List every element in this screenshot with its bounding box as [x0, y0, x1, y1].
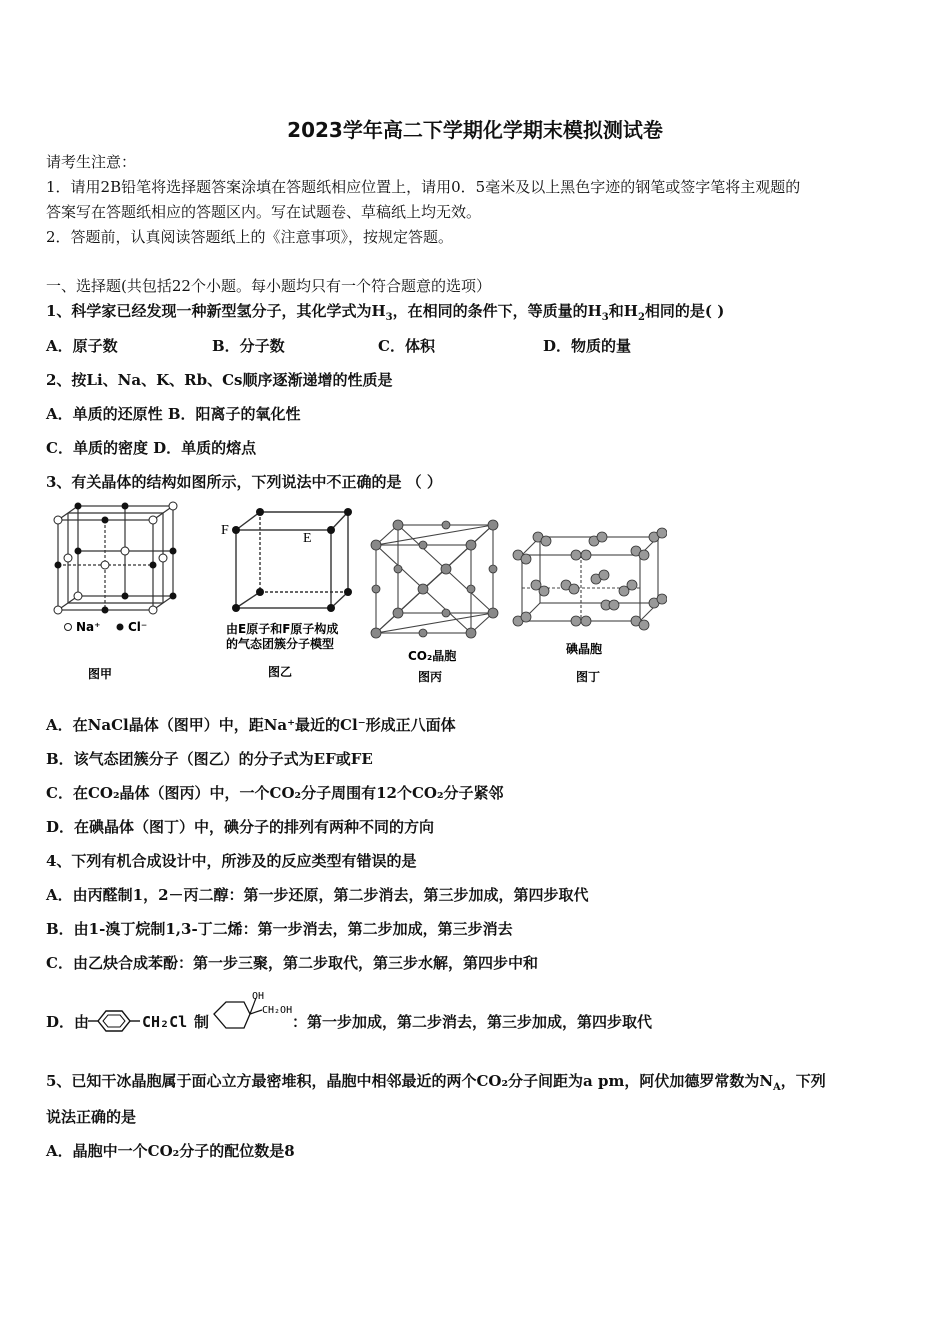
q5-stem-b: ，下列	[780, 1072, 826, 1090]
q2-options-row2[interactable]: C．单质的密度 D．单质的熔点	[46, 439, 257, 457]
q3-option-b[interactable]: B．该气态团簇分子（图乙）的分子式为EF或FE	[46, 750, 373, 768]
q3-stem: 3、有关晶体的结构如图所示，下列说法中不正确的是 （ ）	[46, 473, 442, 491]
figure-nacl-crystal	[48, 500, 188, 685]
legend-na: Na⁺	[76, 620, 101, 634]
q2-stem: 2、按Li、Na、K、Rb、Cs顺序逐渐递增的性质是	[46, 371, 393, 389]
q4-d-mid: 制	[194, 1013, 210, 1031]
benzene-ring-icon	[88, 1006, 140, 1036]
q1-stem-d: 相同的是( )	[644, 302, 725, 320]
q1-stem	[46, 301, 724, 328]
q1-option-a[interactable]: A．原子数	[46, 337, 118, 355]
page-title: 2023学年高二下学期化学期末模拟测试卷	[287, 118, 663, 142]
q1-sub: 3	[601, 312, 609, 323]
q2-options-row1[interactable]: A．单质的还原性 B．阳离子的氧化性	[46, 405, 301, 423]
q5-stem-line1	[46, 1071, 826, 1098]
q1-option-c[interactable]: C．体积	[378, 337, 435, 355]
q3-option-c[interactable]: C．在CO₂晶体（图丙）中，一个CO₂分子周围有12个CO₂分子紧邻	[46, 784, 504, 802]
q1-stem-c: 和H	[608, 302, 638, 320]
q1-stem-b: ，在相同的条件下，等质量的H	[392, 302, 602, 320]
q3-option-a[interactable]: A．在NaCl晶体（图甲）中，距Na⁺最近的Cl⁻形成正八面体	[46, 716, 456, 734]
q4-d-group: CH₂Cl	[142, 1013, 188, 1031]
caption-co2-name: CO₂晶胞	[408, 649, 457, 663]
caption-jia: 图甲	[88, 667, 113, 681]
notice-item-1a: 1．请用2B铅笔将选择题答案涂填在答题纸相应位置上，请用0．5毫米及以上黑色字迹的钢笔或签字笔将主观题的	[46, 178, 801, 196]
label-f: F	[221, 523, 229, 538]
q4-option-c[interactable]: C．由乙炔合成苯酚：第一步三聚，第二步取代，第三步水解，第四步中和	[46, 954, 538, 972]
label-e: E	[303, 531, 312, 546]
q5-option-a[interactable]: A．晶胞中一个CO₂分子的配位数是8	[46, 1142, 295, 1160]
q4-stem: 4、下列有机合成设计中，所涉及的反应类型有错误的是	[46, 852, 417, 870]
q4-option-a[interactable]: A．由丙醛制1，2－丙二醇：第一步还原，第二步消去，第三步加成，第四步取代	[46, 886, 589, 904]
figure-co2-crystal	[366, 515, 506, 690]
q1-option-d[interactable]: D．物质的量	[543, 337, 632, 355]
ch2oh-label: CH₂OH	[262, 1005, 293, 1016]
q4-option-b[interactable]: B．由1-溴丁烷制1,3-丁二烯：第一步消去，第二步加成，第三步消去	[46, 920, 513, 938]
caption-yi: 图乙	[268, 665, 293, 679]
cyclohexane-diol-structure	[208, 988, 298, 1038]
q5-sub: A	[773, 1082, 781, 1093]
q3-option-d[interactable]: D．在碘晶体（图丁）中，碘分子的排列有两种不同的方向	[46, 818, 435, 836]
caption-iodine-name: 碘晶胞	[566, 642, 603, 656]
q5-stem-a: 5、已知干冰晶胞属于面心立方最密堆积，晶胞中相邻最近的两个CO₂分子间距为a pm，阿伏加德罗常数为N	[46, 1072, 774, 1090]
notice-item-2: 2．答题前，认真阅读答题纸上的《注意事项》，按规定答题。	[46, 228, 454, 246]
q1-sub: 2	[637, 312, 645, 323]
q4-option-d-prefix[interactable]: D．由	[46, 1013, 90, 1031]
q1-sub: 3	[385, 312, 393, 323]
caption-yi-line2: 的气态团簇分子模型	[226, 637, 335, 651]
notice-item-1b: 答案写在答题纸相应的答题区内。写在试题卷、草稿纸上均无效。	[46, 203, 482, 221]
q1-option-b[interactable]: B．分子数	[212, 337, 285, 355]
caption-yi-line1: 由E原子和F原子构成	[226, 622, 339, 636]
legend-cl: Cl⁻	[128, 620, 148, 634]
q1-stem-a: 1、科学家已经发现一种新型氢分子，其化学式为H	[46, 302, 386, 320]
caption-ding: 图丁	[576, 670, 601, 684]
figure-ef-cluster	[218, 500, 368, 685]
q4-d-suffix: ：第一步加成，第二步消去，第三步加成，第四步取代	[292, 1013, 653, 1031]
section-heading: 一、选择题(共包括22个小题。每小题均只有一个符合题意的选项）	[46, 277, 491, 295]
oh-label: OH	[252, 991, 265, 1002]
caption-bing: 图丙	[418, 670, 443, 684]
q5-stem-line2: 说法正确的是	[46, 1108, 137, 1126]
notice-heading: 请考生注意：	[46, 153, 137, 171]
figure-iodine-crystal	[512, 525, 667, 690]
